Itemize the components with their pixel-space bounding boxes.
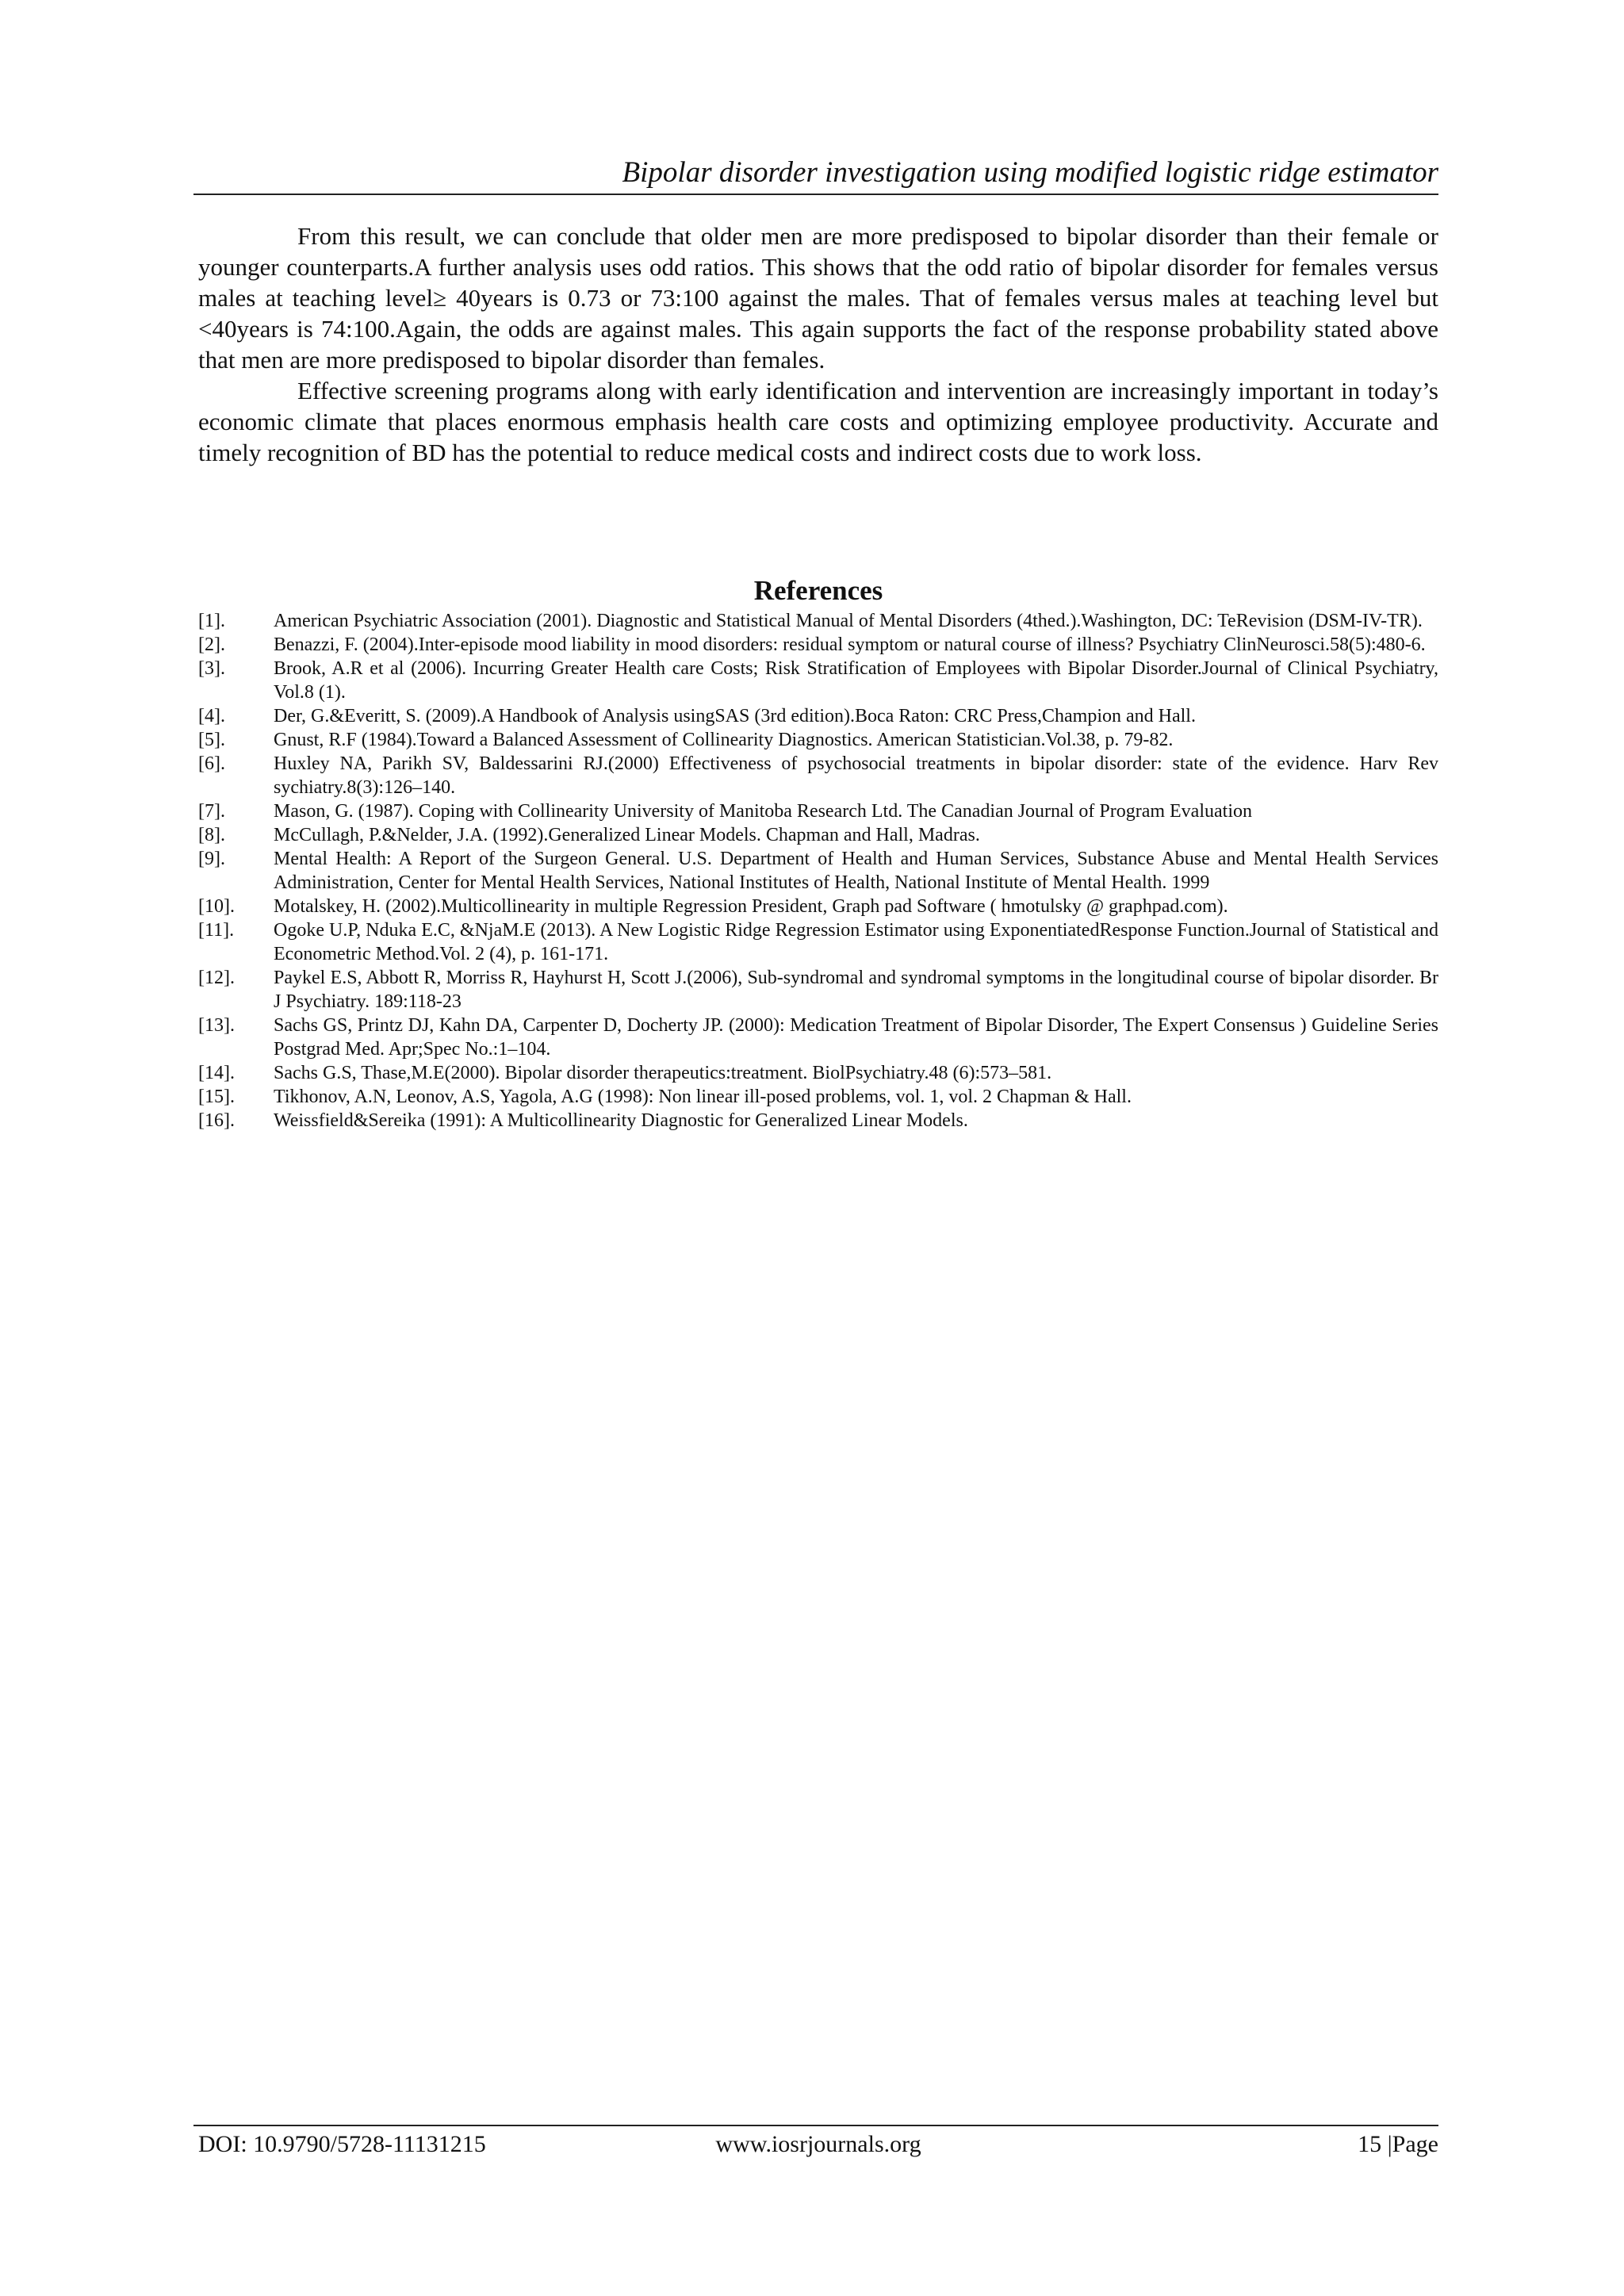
- reference-number: [15].: [198, 1087, 235, 1107]
- reference-number: [16].: [198, 1110, 235, 1131]
- reference-number: [14].: [198, 1063, 235, 1083]
- body-text: [198, 220, 1438, 468]
- reference-number: [9].: [198, 849, 225, 869]
- reference-number: [4].: [198, 706, 225, 726]
- header-rule: [193, 194, 1438, 195]
- reference-item: [198, 1109, 1438, 1133]
- reference-text: Benazzi, F. (2004).Inter-episode mood liability in mood disorders: residual symptom or natural course of illness? Psychiatry ClinNeurosci.58(5):480-6.: [274, 634, 1426, 655]
- reference-text: American Psychiatric Association (2001). Diagnostic and Statistical Manual of Mental Disorders (4thed.).Washington, DC: TeRevision (DSM-IV-TR).: [274, 611, 1423, 631]
- reference-text: Sachs GS, Printz DJ, Kahn DA, Carpenter D, Docherty JP. (2000): Medication Treatment of Bipolar Disorder, The Expert Consensus ) Guideline Series Postgrad Med. Apr;Spec No.:1–104.: [274, 1015, 1438, 1060]
- page-number: 15 |Page: [1358, 2131, 1438, 2157]
- body-paragraph: From this result, we can conclude that older men are more predisposed to bipolar disorder than their female or younger counterparts.A further analysis uses odd ratios. This shows that the odd ratio of bipolar disorder for females versus males at teaching level≥ 40years is 0.73 or 73:100 against the males. That of females versus males at teaching level but <40years is 74:100.Again, the odds are against males. This again supports the fact of the response probability stated above that men are more predisposed to bipolar disorder than females.: [198, 222, 1438, 374]
- reference-number: [8].: [198, 825, 225, 845]
- doi-label: DOI: 10.9790/5728-11131215: [198, 2131, 486, 2157]
- reference-number: [2].: [198, 634, 225, 655]
- reference-text: Huxley NA, Parikh SV, Baldessarini RJ.(2000) Effectiveness of psychosocial treatments in bipolar disorder: state of the evidence. Harv Rev sychiatry.8(3):126–140.: [274, 753, 1438, 798]
- reference-number: [11].: [198, 920, 235, 941]
- reference-list: [198, 609, 1438, 1133]
- reference-item: [198, 633, 1438, 657]
- reference-text: McCullagh, P.&Nelder, J.A. (1992).Generalized Linear Models. Chapman and Hall, Madras.: [274, 825, 980, 845]
- reference-text: Mental Health: A Report of the Surgeon General. U.S. Department of Health and Human Services, Substance Abuse and Mental Health Services Administration, Center for Mental Health Services, National Institutes of Health, National Institute of Mental Health. 1999: [274, 849, 1438, 893]
- reference-number: [5].: [198, 730, 225, 750]
- reference-item: [198, 657, 1438, 704]
- reference-text: Sachs G.S, Thase,M.E(2000). Bipolar disorder therapeutics:treatment. BiolPsychiatry.48 (6):573–581.: [274, 1063, 1052, 1083]
- reference-item: [198, 895, 1438, 918]
- reference-text: Brook, A.R et al (2006). Incurring Greater Health care Costs; Risk Stratification of Employees with Bipolar Disorder.Journal of Clinical Psychiatry, Vol.8 (1).: [274, 658, 1438, 703]
- reference-item: [198, 1014, 1438, 1061]
- reference-item: [198, 1061, 1438, 1085]
- reference-text: Mason, G. (1987). Coping with Collinearity University of Manitoba Research Ltd. The Canadian Journal of Program Evaluation: [274, 801, 1252, 822]
- reference-number: [6].: [198, 753, 225, 774]
- journal-website-link[interactable]: www.iosrjournals.org: [715, 2131, 921, 2157]
- reference-number: [1].: [198, 611, 225, 631]
- body-paragraph: Effective screening programs along with early identification and intervention are increasingly important in today’s economic climate that places enormous emphasis health care costs and optimizing employee productivity. Accurate and timely recognition of BD has the potential to reduce medical costs and indirect costs due to work loss.: [198, 377, 1438, 466]
- reference-text: Paykel E.S, Abbott R, Morriss R, Hayhurst H, Scott J.(2006), Sub-syndromal and syndromal symptoms in the longitudinal course of bipolar disorder. Br J Psychiatry. 189:118-23: [274, 968, 1438, 1012]
- reference-number: [12].: [198, 968, 235, 988]
- references-heading: References: [753, 575, 883, 606]
- reference-item: [198, 609, 1438, 633]
- reference-text: Motalskey, H. (2002).Multicollinearity in multiple Regression President, Graph pad Software ( hmotulsky @ graphpad.com).: [274, 896, 1228, 917]
- reference-text: Ogoke U.P, Nduka E.C, &NjaM.E (2013). A New Logistic Ridge Regression Estimator using ExponentiatedResponse Function.Journal of Statistical and Econometric Method.Vol. 2 (4), p. 161-171.: [274, 920, 1438, 964]
- reference-item: [198, 728, 1438, 752]
- reference-item: [198, 704, 1438, 728]
- footer-rule: [193, 2125, 1438, 2126]
- reference-text: Weissfield&Sereika (1991): A Multicollinearity Diagnostic for Generalized Linear Models.: [274, 1110, 968, 1131]
- reference-text: Der, G.&Everitt, S. (2009).A Handbook of Analysis usingSAS (3rd edition).Boca Raton: CRC Press,Champion and Hall.: [274, 706, 1196, 726]
- reference-item: [198, 966, 1438, 1014]
- reference-item: [198, 799, 1438, 823]
- reference-number: [13].: [198, 1015, 235, 1036]
- reference-item: [198, 847, 1438, 895]
- reference-number: [10].: [198, 896, 235, 917]
- reference-text: Gnust, R.F (1984).Toward a Balanced Assessment of Collinearity Diagnostics. American Statistician.Vol.38, p. 79-82.: [274, 730, 1174, 750]
- reference-item: [198, 752, 1438, 799]
- reference-number: [7].: [198, 801, 225, 822]
- reference-number: [3].: [198, 658, 225, 679]
- reference-item: [198, 1085, 1438, 1109]
- running-header: Bipolar disorder investigation using modified logistic ridge estimator: [622, 156, 1438, 189]
- reference-text: Tikhonov, A.N, Leonov, A.S, Yagola, A.G (1998): Non linear ill-posed problems, vol. 1, vol. 2 Chapman & Hall.: [274, 1087, 1132, 1107]
- reference-item: [198, 823, 1438, 847]
- reference-item: [198, 918, 1438, 966]
